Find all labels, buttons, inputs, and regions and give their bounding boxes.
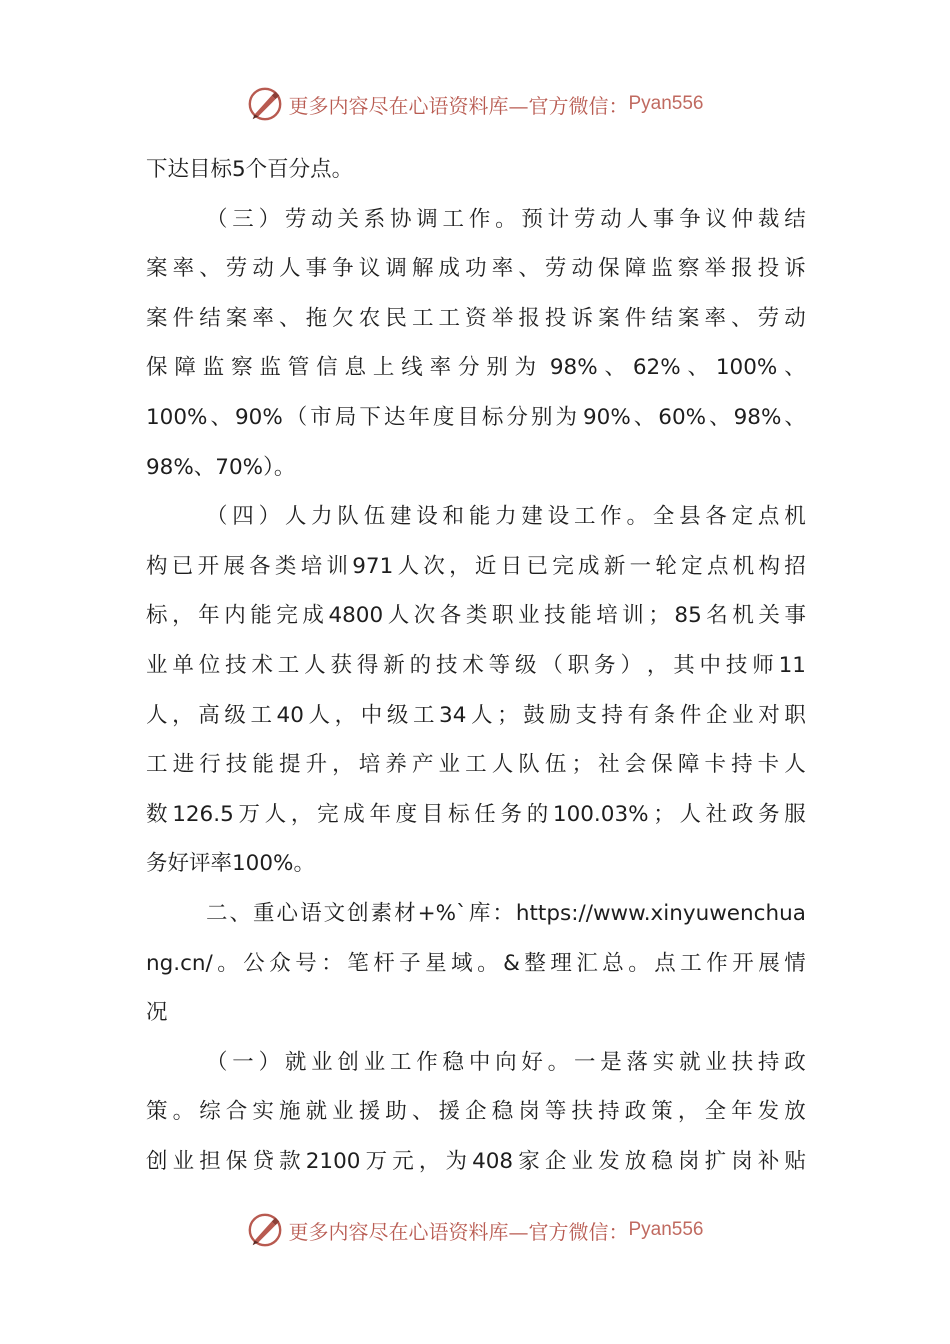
body-text: [146, 145, 806, 1186]
text-line: 策 。 综 合 实 施 就 业 援 助 、 援 企 稳 岗 等 扶 持 政 策 ， 全 年 发 放: [146, 1099, 806, 1125]
header-wechat-id: Pyan556: [628, 93, 704, 114]
footer-banner-text: 更多内容尽在心语资料库—官方微信：: [288, 1219, 629, 1244]
footer-wechat-id: Pyan556: [628, 1219, 704, 1240]
text-line: 工 进 行 技 能 提 升 ， 培 养 产 业 工 人 队 伍 ； 社 会 保 障 卡 持 卡 人: [146, 752, 806, 778]
footer-banner: [0, 1210, 950, 1250]
pen-logo-icon: [246, 85, 284, 123]
text-line: 业 单 位 技 术 工 人 获 得 新 的 技 术 等 级 （ 职 务 ） ， 其 中 技 师 11: [146, 652, 806, 678]
text-line: 务好评率100%。: [146, 851, 315, 877]
header-banner-text: 更多内容尽在心语资料库—官方微信：: [288, 93, 629, 118]
text-line: （ 三 ） 劳 动 关 系 协 调 工 作 。 预 计 劳 动 人 事 争 议 仲 裁 结: [206, 206, 806, 232]
text-line: 98%、70%）。: [146, 454, 296, 480]
text-line: （ 四 ） 人 力 队 伍 建 设 和 能 力 建 设 工 作 。 全 县 各 定 点 机: [206, 504, 806, 530]
text-line: 二 、 重 心 语 文 创 素 材 +%` 库 ： https://www.xinyuwenchua: [206, 900, 806, 926]
text-line: 案 率 、 劳 动 人 事 争 议 调 解 成 功 率 、 劳 动 保 障 监 察 举 报 投 诉: [146, 256, 806, 282]
text-line: 数 126.5 万 人 ， 完 成 年 度 目 标 任 务 的 100.03% ； 人 社 政 务 服: [146, 801, 806, 827]
text-line: 100% 、 90% （ 市 局 下 达 年 度 目 标 分 别 为 90% 、 60% 、 98% 、: [146, 404, 806, 430]
text-line: 案 件 结 案 率 、 拖 欠 农 民 工 工 资 举 报 投 诉 案 件 结 案 率 、 劳 动: [146, 305, 806, 331]
text-line: 标 ， 年 内 能 完 成 4800 人 次 各 类 职 业 技 能 培 训 ； 85 名 机 关 事: [146, 603, 806, 629]
text-line: 保 障 监 察 监 管 信 息 上 线 率 分 别 为 98% 、 62% 、 100% 、: [146, 355, 806, 381]
text-line: （ 一 ） 就 业 创 业 工 作 稳 中 向 好 。 一 是 落 实 就 业 扶 持 政: [206, 1049, 806, 1075]
text-line: 构 已 开 展 各 类 培 训 971 人 次 ， 近 日 已 完 成 新 一 轮 定 点 机 构 招: [146, 553, 806, 579]
text-line: 下达目标5个百分点。: [146, 157, 354, 182]
pen-logo-icon: [246, 1211, 284, 1249]
text-line: 人 ， 高 级 工 40 人 ， 中 级 工 34 人 ； 鼓 励 支 持 有 条 件 企 业 对 职: [146, 702, 806, 728]
text-line: 况: [146, 1000, 168, 1026]
text-line: 创 业 担 保 贷 款 2100 万 元 ， 为 408 家 企 业 发 放 稳 岗 扩 岗 补 贴: [146, 1148, 806, 1174]
text-line: ng.cn/ 。 公 众 号 ： 笔 杆 子 星 域 。 & 整 理 汇 总 。 点 工 作 开 展 情: [146, 950, 806, 976]
header-banner: [0, 84, 950, 124]
